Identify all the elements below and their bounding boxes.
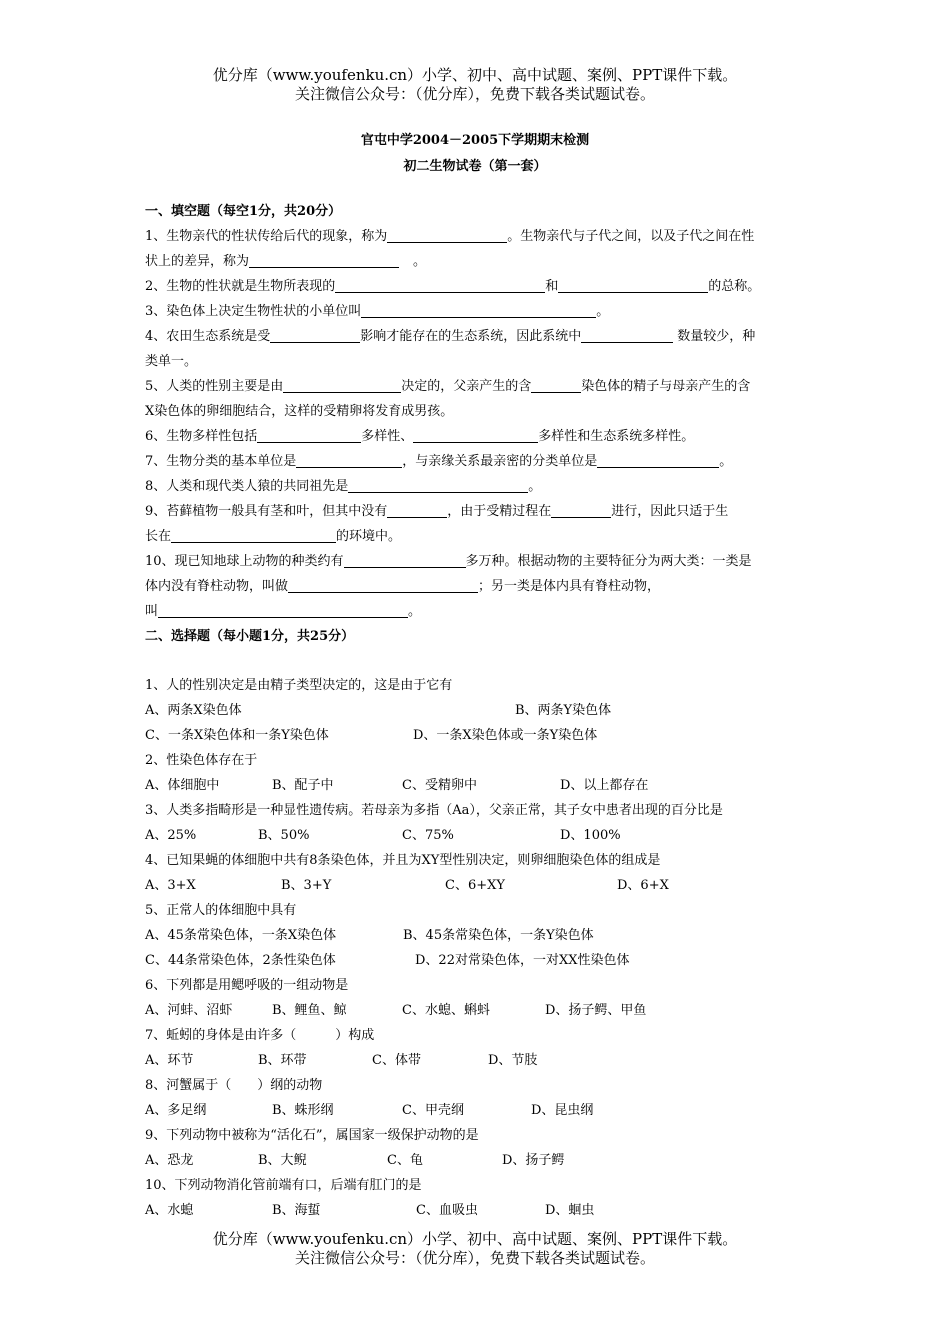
mc-q6-option-d[interactable]: D、扬子鳄、甲鱼 [545, 1003, 647, 1018]
answer-blank[interactable] [249, 253, 399, 268]
mc-q5-option-b[interactable]: B、45条常染色体，一条Y染色体 [403, 928, 594, 943]
header-line-1: 优分库（www.youfenku.cn）小学、初中、高中试题、案例、PPT课件下载。 [212, 66, 738, 84]
mc-question-1-stem: 1、人的性别决定是由精子类型决定的，这是由于它有 [145, 678, 453, 693]
mc-q8-option-a[interactable]: A、多足纲 [145, 1103, 207, 1118]
mc-q1-option-c[interactable]: C、一条X染色体和一条Y染色体 [145, 728, 329, 743]
answer-blank[interactable] [597, 453, 719, 468]
mc-q3-option-c[interactable]: C、75% [402, 828, 454, 843]
answer-blank[interactable] [531, 378, 581, 393]
mc-q2-option-b[interactable]: B、配子中 [272, 778, 334, 793]
mc-q10-option-a[interactable]: A、水螅 [145, 1203, 194, 1218]
answer-blank[interactable] [158, 603, 408, 618]
mc-q9-option-d[interactable]: D、扬子鳄 [502, 1153, 565, 1168]
mc-q9-option-a[interactable]: A、恐龙 [145, 1153, 194, 1168]
answer-blank[interactable] [361, 303, 596, 318]
answer-blank[interactable] [387, 228, 507, 243]
mc-q9-option-b[interactable]: B、大鲵 [258, 1153, 307, 1168]
mc-q6-option-c[interactable]: C、水螅、蝌蚪 [402, 1003, 490, 1018]
mc-q2-option-a[interactable]: A、体细胞中 [145, 778, 220, 793]
answer-blank[interactable] [558, 278, 708, 293]
question-2: 2、生物的性状就是生物所表现的 和 的总称。 [145, 279, 761, 294]
mc-q1-option-d[interactable]: D、一条X染色体或一条Y染色体 [413, 728, 598, 743]
header-line-2: 关注微信公众号：（优分库），免费下载各类试题试卷。 [294, 85, 655, 103]
mc-q3-option-b[interactable]: B、50% [258, 828, 310, 843]
answer-blank[interactable] [387, 503, 447, 518]
question-10-line-1: 10、现已知地球上动物的种类约有 多万种。根据动物的主要特征分为两大类：一类是 [145, 554, 752, 569]
question-3: 3、染色体上决定生物性状的小单位叫 。 [145, 304, 610, 319]
mc-q4-option-b[interactable]: B、3+Y [281, 878, 332, 893]
question-8: 8、人类和现代类人猿的共同祖先是 。 [145, 479, 542, 494]
question-4-line-2: 类单一。 [145, 354, 198, 369]
mc-q6-option-b[interactable]: B、鲤鱼、鲸 [272, 1003, 347, 1018]
section-1-heading: 一、填空题（每空1分，共20分） [145, 204, 342, 219]
mc-q5-option-c[interactable]: C、44条常染色体，2条性染色体 [145, 953, 336, 968]
exam-paper-title: 初二生物试卷（第一套） [403, 159, 547, 174]
mc-q3-option-a[interactable]: A、25% [145, 828, 197, 843]
question-10-line-2: 体内没有脊柱动物，叫做 ；另一类是体内具有脊柱动物， [145, 579, 661, 594]
mc-q5-option-d[interactable]: D、22对常染色体，一对XX性染色体 [415, 953, 630, 968]
mc-q10-option-b[interactable]: B、海蜇 [272, 1203, 321, 1218]
section-2-heading: 二、选择题（每小题1分，共25分） [145, 629, 355, 644]
mc-q3-option-d[interactable]: D、100% [560, 828, 621, 843]
mc-q9-option-c[interactable]: C、龟 [387, 1153, 423, 1168]
mc-q7-option-d[interactable]: D、节肢 [488, 1053, 538, 1068]
answer-blank[interactable] [348, 478, 528, 493]
footer-line-2: 关注微信公众号：（优分库），免费下载各类试题试卷。 [294, 1249, 655, 1267]
question-6: 6、生物多样性包括 多样性、 多样性和生态系统多样性。 [145, 429, 695, 444]
mc-q1-option-a[interactable]: A、两条X染色体 [145, 703, 242, 718]
mc-question-3-stem: 3、人类多指畸形是一种显性遗传病。若母亲为多指（Aa），父亲正常，其子女中患者出现的百分比是 [145, 803, 723, 818]
question-5-line-2: X染色体的卵细胞结合，这样的受精卵将发育成男孩。 [145, 404, 454, 419]
mc-q10-option-c[interactable]: C、血吸虫 [416, 1203, 478, 1218]
answer-blank[interactable] [581, 328, 673, 343]
site-footer [0, 1230, 950, 1268]
mc-question-8-stem: 8、河蟹属于（ ）纲的动物 [145, 1078, 323, 1093]
question-1-line-2: 状上的差异，称为 。 [145, 254, 427, 269]
question-1-line-1: 1、生物亲代的性状传给后代的现象，称为 。生物亲代与子代之间，以及子代之间在性 [145, 229, 755, 244]
question-7: 7、生物分类的基本单位是 ，与亲缘关系最亲密的分类单位是 。 [145, 454, 733, 469]
mc-q8-option-b[interactable]: B、蛛形纲 [272, 1103, 334, 1118]
mc-question-2-stem: 2、性染色体存在于 [145, 753, 258, 768]
mc-q2-option-c[interactable]: C、受精卵中 [402, 778, 477, 793]
footer-line-1: 优分库（www.youfenku.cn）小学、初中、高中试题、案例、PPT课件下载。 [212, 1230, 738, 1248]
site-header [0, 66, 950, 104]
answer-blank[interactable] [257, 428, 361, 443]
mc-q2-option-d[interactable]: D、以上都存在 [560, 778, 649, 793]
mc-question-9-stem: 9、下列动物中被称为“活化石”，属国家一级保护动物的是 [145, 1128, 479, 1143]
answer-blank[interactable] [283, 378, 401, 393]
mc-q4-option-a[interactable]: A、3+X [145, 878, 196, 893]
question-9-line-2: 长在 的环境中。 [145, 529, 402, 544]
mc-q1-option-b[interactable]: B、两条Y染色体 [515, 703, 612, 718]
mc-q4-option-d[interactable]: D、6+X [617, 878, 669, 893]
mc-q7-option-c[interactable]: C、体带 [372, 1053, 421, 1068]
mc-question-10-stem: 10、下列动物消化管前端有口，后端有肛门的是 [145, 1178, 422, 1193]
exam-school-title: 官屯中学2004－2005下学期期末检测 [360, 133, 590, 148]
mc-q8-option-d[interactable]: D、昆虫纲 [531, 1103, 594, 1118]
mc-question-4-stem: 4、已知果蝇的体细胞中共有8条染色体，并且为XY型性别决定，则卵细胞染色体的组成是 [145, 853, 661, 868]
mc-q6-option-a[interactable]: A、河蚌、沼虾 [145, 1003, 233, 1018]
mc-q7-option-b[interactable]: B、环带 [258, 1053, 307, 1068]
question-5-line-1: 5、人类的性别主要是由 决定的，父亲产生的含 染色体的精子与母亲产生的含 [145, 379, 751, 394]
answer-blank[interactable] [171, 528, 336, 543]
answer-blank[interactable] [288, 578, 478, 593]
answer-blank[interactable] [335, 278, 545, 293]
answer-blank[interactable] [296, 453, 402, 468]
mc-question-6-stem: 6、下列都是用鳃呼吸的一组动物是 [145, 978, 349, 993]
question-10-line-3: 叫 。 [145, 604, 422, 619]
mc-question-5-stem: 5、正常人的体细胞中具有 [145, 903, 297, 918]
mc-q5-option-a[interactable]: A、45条常染色体，一条X染色体 [145, 928, 337, 943]
answer-blank[interactable] [413, 428, 538, 443]
question-4-line-1: 4、农田生态系统是受 影响才能存在的生态系统，因此系统中 数量较少，种 [145, 329, 756, 344]
answer-blank[interactable] [270, 328, 360, 343]
answer-blank[interactable] [551, 503, 611, 518]
mc-q8-option-c[interactable]: C、甲壳纲 [402, 1103, 464, 1118]
mc-q4-option-c[interactable]: C、6+XY [445, 878, 505, 893]
mc-question-7-stem: 7、蚯蚓的身体是由许多（ ）构成 [145, 1028, 375, 1043]
mc-q7-option-a[interactable]: A、环节 [145, 1053, 194, 1068]
mc-q10-option-d[interactable]: D、蛔虫 [545, 1203, 595, 1218]
question-9-line-1: 9、苔藓植物一般具有茎和叶，但其中没有 ，由于受精过程在 进行，因此只适于生 [145, 504, 729, 519]
answer-blank[interactable] [344, 553, 466, 568]
